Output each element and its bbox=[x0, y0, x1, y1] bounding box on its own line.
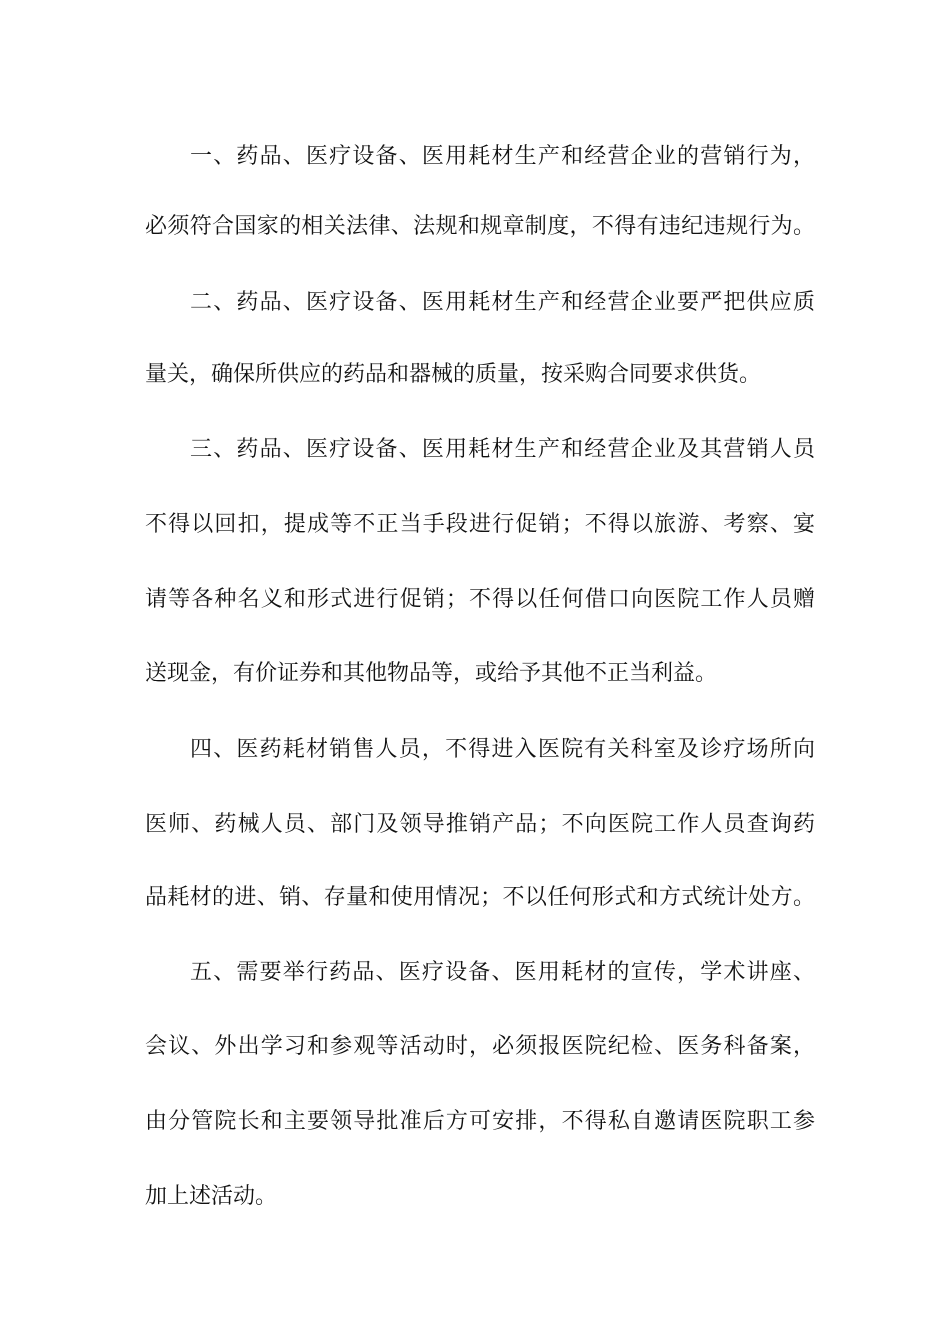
paragraph-1-line-1: 一、药品、医疗设备、医用耗材生产和经营企业的营销行为， bbox=[190, 144, 815, 169]
paragraph-3-line-2: 不得以回扣，提成等不正当手段进行促销；不得以旅游、考察、宴 bbox=[145, 512, 815, 537]
paragraph-4-line-1: 四、医药耗材销售人员，不得进入医院有关科室及诊疗场所向 bbox=[190, 737, 815, 762]
paragraph-3-line-4: 送现金，有价证券和其他物品等，或给予其他不正当利益。 bbox=[145, 661, 718, 686]
paragraph-5-line-1: 五、需要举行药品、医疗设备、医用耗材的宣传，学术讲座、 bbox=[190, 960, 815, 985]
paragraph-1-line-2: 必须符合国家的相关法律、法规和规章制度，不得有违纪违规行为。 bbox=[145, 214, 815, 239]
paragraph-2-line-2: 量关，确保所供应的药品和器械的质量，按采购合同要求供货。 bbox=[145, 362, 762, 387]
paragraph-4-line-3: 品耗材的进、销、存量和使用情况；不以任何形式和方式统计处方。 bbox=[145, 885, 815, 910]
paragraph-3-line-1: 三、药品、医疗设备、医用耗材生产和经营企业及其营销人员 bbox=[190, 437, 815, 462]
paragraph-4-line-2: 医师、药械人员、部门及领导推销产品；不向医院工作人员查询药 bbox=[145, 812, 815, 837]
paragraph-5-line-2: 会议、外出学习和参观等活动时，必须报医院纪检、医务科备案， bbox=[145, 1034, 815, 1059]
paragraph-2-line-1: 二、药品、医疗设备、医用耗材生产和经营企业要严把供应质 bbox=[190, 290, 815, 315]
paragraph-5-line-4: 加上述活动。 bbox=[145, 1184, 278, 1209]
paragraph-5-line-3: 由分管院长和主要领导批准后方可安排，不得私自邀请医院职工参 bbox=[145, 1109, 815, 1134]
paragraph-3-line-3: 请等各种名义和形式进行促销；不得以任何借口向医院工作人员赠 bbox=[145, 587, 815, 612]
